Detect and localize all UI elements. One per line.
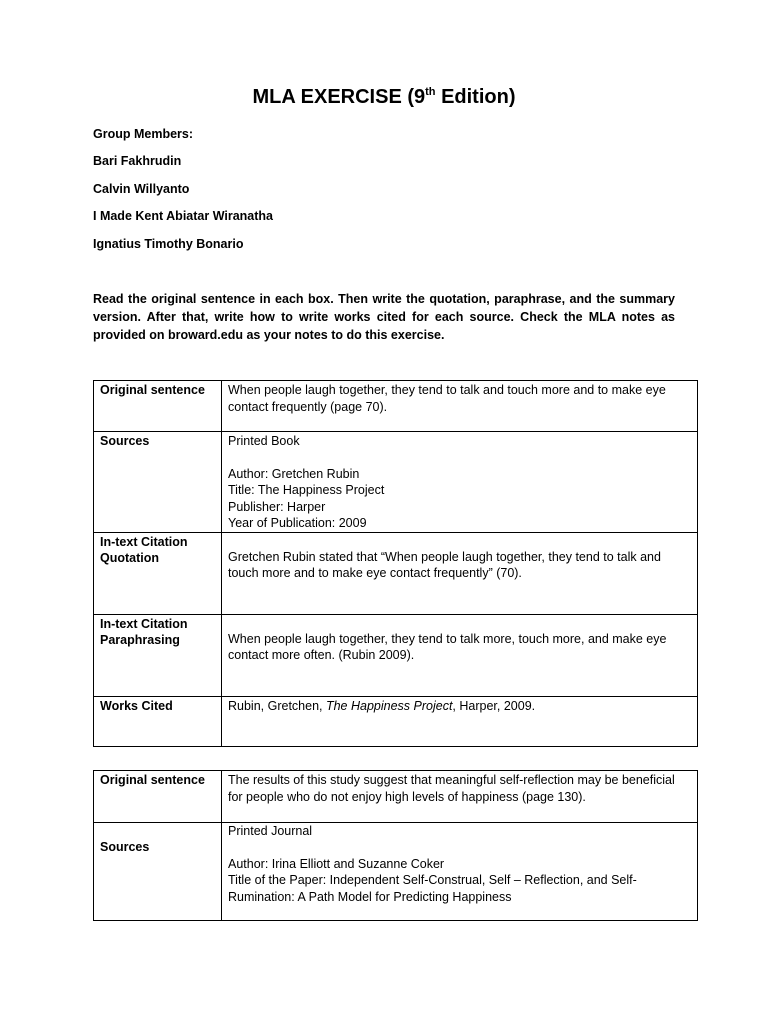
source-publisher: Publisher: Harper xyxy=(228,499,326,514)
sources-cell xyxy=(222,823,698,921)
source-author: Author: Irina Elliott and Suzanne Coker xyxy=(228,856,445,871)
source-author: Author: Gretchen Rubin xyxy=(228,466,360,481)
original-sentence-text: When people laugh together, they tend to talk and touch more and to make eye contact frequently (page 70). xyxy=(222,381,698,432)
table-row xyxy=(94,432,698,533)
works-cited-text: Rubin, Gretchen, The Happiness Project, Harper, 2009. xyxy=(222,696,698,746)
paraphrase-text: When people laugh together, they tend to talk more, touch more, and make eye contact more often. (Rubin 2009). xyxy=(222,614,698,696)
source-year: Year of Publication: 2009 xyxy=(228,516,367,530)
group-members-label: Group Members: xyxy=(93,127,194,141)
paraphrase-label: In-text Citation Paraphrasing xyxy=(94,614,222,696)
table-row xyxy=(94,771,698,823)
table-row xyxy=(94,532,698,614)
instructions: Read the original sentence in each box. Then write the quotation, paraphrase, and the summary version. After that, write how to write works cited for each source. Check the MLA notes as provided on broward.edu as your notes to do this exercise. xyxy=(93,292,675,342)
source-type: Printed Book xyxy=(228,434,300,448)
page-title: MLA EXERCISE (9th Edition) xyxy=(252,86,516,108)
table-row xyxy=(94,381,698,432)
citation-table-2 xyxy=(93,770,698,921)
original-sentence-label: Original sentence xyxy=(94,381,222,432)
source-title: Title of the Paper: Independent Self-Construal, Self – Reflection, and Self-Rumination: A Path Model for Predicting Happiness xyxy=(228,873,637,904)
group-member-4: Ignatius Timothy Bonario xyxy=(93,237,244,251)
sources-label: Sources xyxy=(94,823,222,921)
original-sentence-label: Original sentence xyxy=(94,771,222,823)
sources-label: Sources xyxy=(94,432,222,533)
source-type: Printed Journal xyxy=(228,824,313,838)
quotation-text: Gretchen Rubin stated that “When people laugh together, they tend to talk and touch more and to make eye contact frequently” (70). xyxy=(222,532,698,614)
table-row xyxy=(94,823,698,921)
group-member-1: Bari Fakhrudin xyxy=(93,154,182,168)
group-member-3: I Made Kent Abiatar Wiranatha xyxy=(93,209,274,223)
table-row xyxy=(94,696,698,746)
quotation-label: In-text Citation Quotation xyxy=(94,532,222,614)
sources-cell xyxy=(222,432,698,533)
group-member-2: Calvin Willyanto xyxy=(93,182,190,196)
citation-table-1 xyxy=(93,380,698,747)
source-title: Title: The Happiness Project xyxy=(228,483,385,497)
works-cited-title: The Happiness Project xyxy=(325,698,453,713)
works-cited-label: Works Cited xyxy=(94,696,222,746)
table-row xyxy=(94,614,698,696)
original-sentence-text: The results of this study suggest that meaningful self-reflection may be beneficial for people who do not enjoy high levels of happiness (page 130). xyxy=(222,771,698,823)
